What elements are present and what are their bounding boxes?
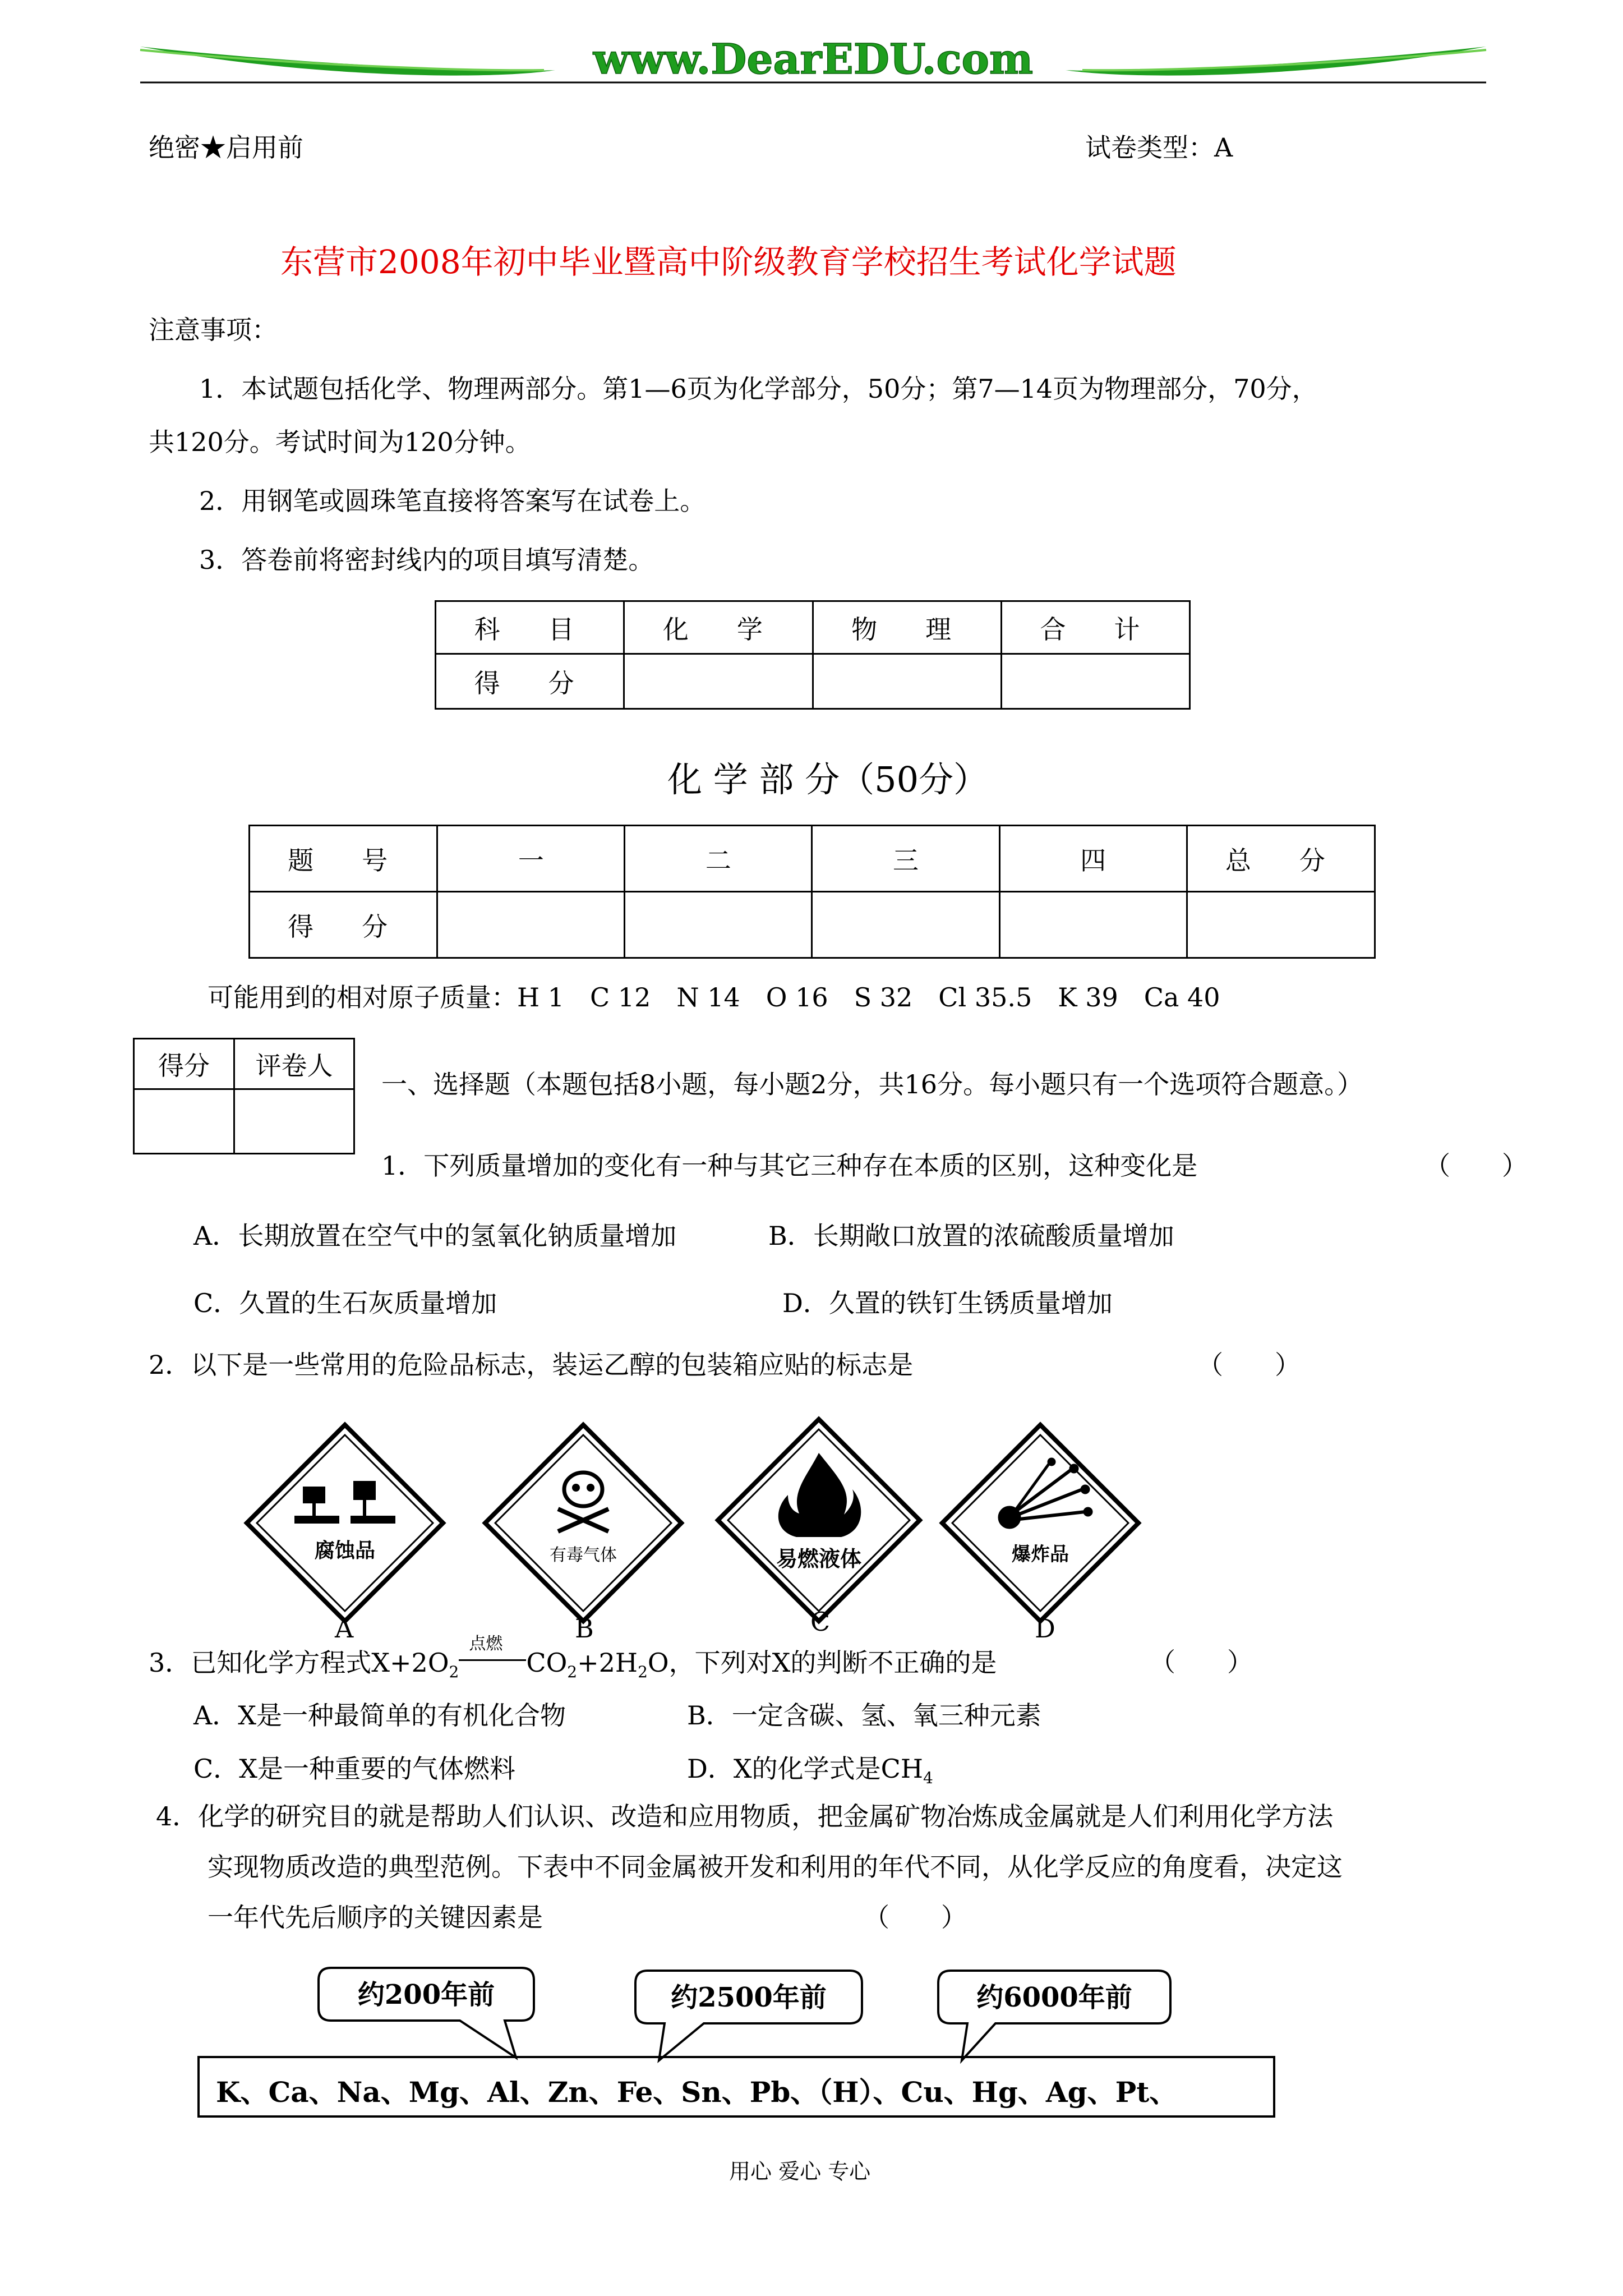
arrow-condition-label: 点燃 [469, 1634, 503, 1654]
note-item-1: 1．本试题包括化学、物理两部分。第1—6页为化学部分，50分；第7—14页为物理部分，70分， [199, 374, 1318, 404]
svg-text:约2500年前: 约2500年前 [671, 1982, 827, 2013]
notes-heading: 注意事项： [149, 315, 278, 345]
q1-option-d: D．久置的铁钉生锈质量增加 [782, 1288, 1113, 1318]
score-input-cell[interactable] [625, 892, 812, 958]
subscript: 2 [567, 1663, 578, 1682]
hazard-sign-a[interactable] [241, 1419, 449, 1627]
table-header-cell: 科 目 [436, 601, 624, 654]
q3-option-c: C．X是一种重要的气体燃料 [193, 1754, 515, 1784]
hazard-sign-text: 易燃液体 [776, 1547, 862, 1571]
table-header-cell: 题 号 [250, 826, 437, 892]
q3-option-d [687, 1756, 933, 1786]
hazard-sign-text: 爆炸品 [1012, 1543, 1069, 1566]
hazard-sign-d[interactable] [937, 1419, 1144, 1627]
logo-text: www.DearEDU.com [593, 35, 1034, 84]
svg-text:约200年前: 约200年前 [357, 1979, 495, 2010]
reaction-arrow [459, 1634, 526, 1672]
q2-answer-paren[interactable]: （ ） [1197, 1350, 1301, 1380]
svg-text:约6000年前: 约6000年前 [976, 1982, 1132, 2013]
grader-name-label: 评卷人 [234, 1039, 354, 1089]
q3-option-d-text: D．X的化学式是CH [687, 1754, 923, 1784]
atomic-mass-line: 可能用到的相对原子质量：H 1 C 12 N 14 O 16 S 32 Cl 35.5 K 39 Ca 40 [208, 982, 1220, 1013]
note-item-3: 3．答卷前将密封线内的项目填写清楚。 [199, 545, 654, 575]
bubble-2500-years [631, 1966, 866, 2067]
secret-label: 绝密★启用前 [149, 132, 303, 163]
score-input-cell[interactable] [812, 892, 999, 958]
q1-stem: 1．下列质量增加的变化有一种与其它三种存在本质的区别，这种变化是 [381, 1151, 1198, 1181]
q2-stem: 2．以下是一些常用的危险品标志，装运乙醇的包装箱应贴的标志是 [149, 1350, 914, 1380]
grader-score-cell[interactable] [134, 1089, 234, 1154]
bubble-200-years [314, 1963, 538, 2064]
score-input-cell[interactable] [813, 654, 1001, 709]
table-header-cell: 物 理 [813, 601, 1001, 654]
grader-box [133, 1038, 355, 1154]
table-header-cell: 四 [999, 826, 1187, 892]
sign-letter-c: C [810, 1607, 831, 1637]
table-header-cell: 二 [625, 826, 812, 892]
subscript: 2 [638, 1663, 648, 1682]
sign-letter-a: A [335, 1613, 354, 1644]
metal-activity-series: K、Ca、Na、Mg、Al、Zn、Fe、Sn、Pb、（H）、Cu、Hg、Ag、Pt、 [216, 2076, 1178, 2109]
section-title: 化 学 部 分（50分） [667, 759, 989, 800]
hazard-sign-text: 有毒气体 [550, 1545, 617, 1565]
table-row-label: 得 分 [436, 654, 624, 709]
note-item-2: 2．用钢笔或圆珠笔直接将答案写在试卷上。 [199, 486, 706, 516]
score-input-cell[interactable] [1001, 654, 1189, 709]
hazard-sign-text: 腐蚀品 [314, 1539, 376, 1562]
grader-name-cell[interactable] [234, 1089, 354, 1154]
q3-stem-mid: +2H [577, 1648, 638, 1678]
subscript: 2 [449, 1663, 459, 1682]
q3-answer-paren[interactable]: （ ） [1150, 1647, 1253, 1677]
table-header-cell: 总 分 [1187, 826, 1375, 892]
table-header-cell: 三 [812, 826, 999, 892]
q1-answer-paren[interactable]: （ ） [1424, 1151, 1528, 1181]
header-logo-banner [135, 31, 1492, 87]
subscript: 4 [923, 1769, 933, 1788]
q3-stem-start: 3．已知化学方程式X+2O [149, 1648, 449, 1678]
page-footer: 用心 爱心 专心 [729, 2159, 871, 2184]
hazard-sign-c[interactable] [712, 1414, 925, 1627]
exam-title: 东营市2008年初中毕业暨高中阶级教育学校招生考试化学试题 [280, 243, 1177, 281]
sign-letter-d: D [1035, 1613, 1055, 1644]
score-input-cell[interactable] [437, 892, 625, 958]
q3-option-a: A．X是一种最简单的有机化合物 [193, 1700, 566, 1731]
question-score-table [248, 825, 1376, 959]
table-header-cell: 合 计 [1001, 601, 1189, 654]
sign-letter-b: B [575, 1613, 594, 1644]
q3-stem [149, 1634, 997, 1682]
note-item-1-cont: 共120分。考试时间为120分钟。 [149, 427, 531, 457]
q3-stem-end: O，下列对X的判断不正确的是 [647, 1648, 997, 1678]
hazard-sign-b[interactable] [479, 1419, 687, 1627]
q1-option-b: B．长期敞口放置的浓硫酸质量增加 [768, 1221, 1174, 1251]
table-header-cell: 一 [437, 826, 625, 892]
score-input-cell[interactable] [624, 654, 813, 709]
q4-stem-line2: 实现物质改造的典型范例。下表中不同金属被开发和利用的年代不同，从化学反应的角度看，决定这 [208, 1852, 1343, 1882]
score-input-cell[interactable] [1187, 892, 1375, 958]
grader-score-label: 得分 [134, 1039, 234, 1089]
q4-stem-line1: 4．化学的研究目的就是帮助人们认识、改造和应用物质，把金属矿物冶炼成金属就是人们利用化学方法 [156, 1801, 1334, 1832]
q3-option-b: B．一定含碳、氢、氧三种元素 [687, 1700, 1041, 1731]
bubble-6000-years [934, 1966, 1175, 2067]
q1-option-a: A．长期放置在空气中的氢氧化钠质量增加 [193, 1221, 677, 1251]
q3-co: CO [526, 1648, 568, 1678]
table-header-cell: 化 学 [624, 601, 813, 654]
subject-score-table [435, 600, 1191, 710]
table-row-label: 得 分 [250, 892, 437, 958]
q4-stem-line3: 一年代先后顺序的关键因素是 [208, 1902, 543, 1932]
q1-option-c: C．久置的生石灰质量增加 [193, 1288, 497, 1318]
score-input-cell[interactable] [999, 892, 1187, 958]
q4-answer-paren[interactable]: （ ） [864, 1902, 967, 1932]
part1-heading: 一、选择题（本题包括8小题，每小题2分，共16分。每小题只有一个选项符合题意。） [381, 1069, 1363, 1099]
paper-type-label: 试卷类型：A [1085, 132, 1233, 163]
